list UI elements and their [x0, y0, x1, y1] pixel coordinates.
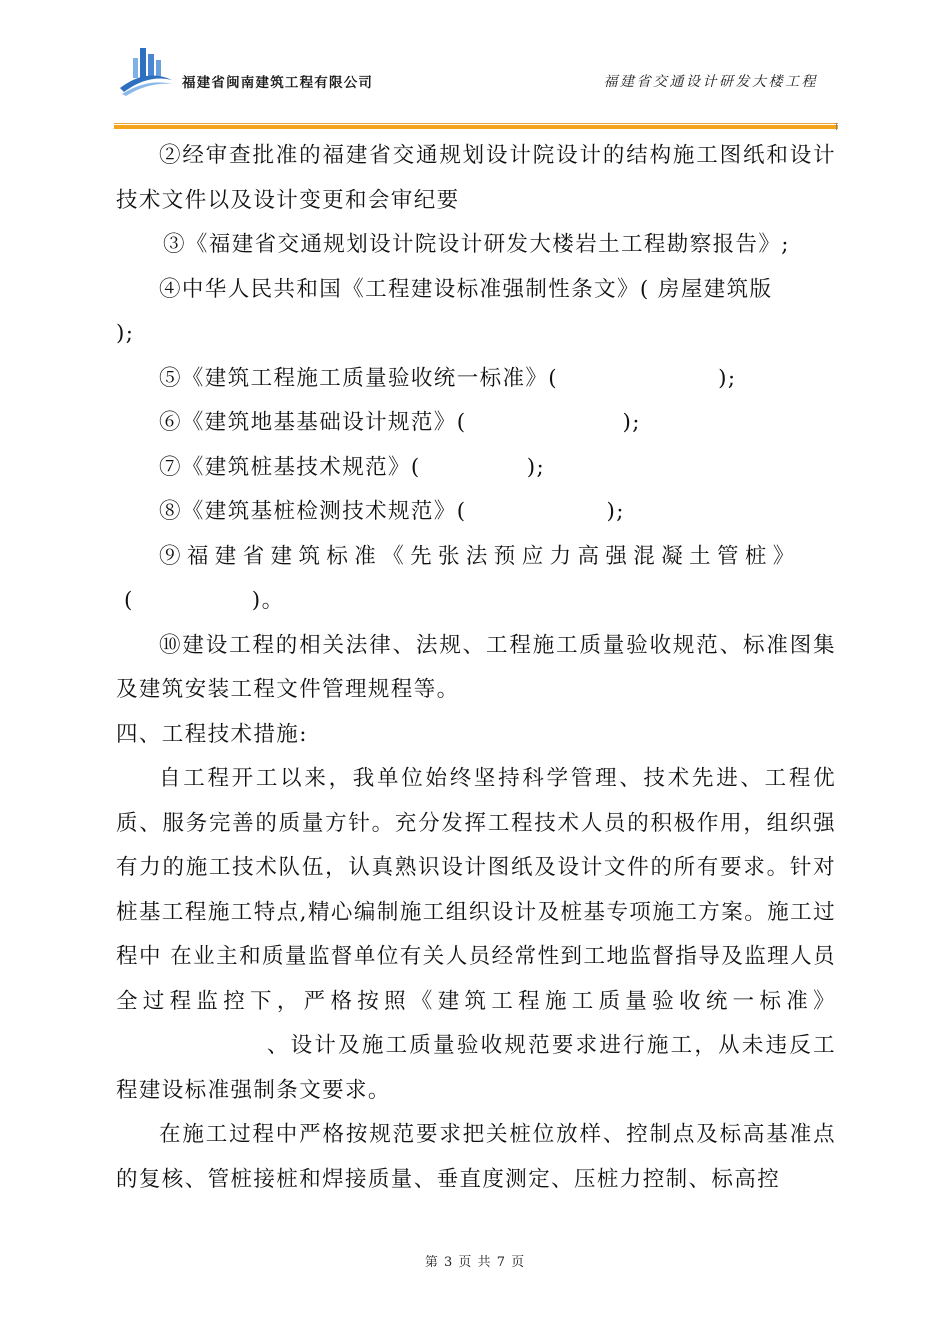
section-heading-4: 四、工程技术措施:	[116, 721, 308, 747]
project-name: 福建省交通设计研发大楼工程	[603, 74, 818, 90]
paragraph-item-6	[116, 401, 836, 446]
paragraph-item-5	[116, 357, 836, 402]
item-7-close: );	[526, 454, 546, 480]
paragraph-item-3: ③《福建省交通规划设计院设计研发大楼岩土工程勘察报告》;	[163, 232, 790, 257]
measures-text-cont: 、设计及施工质量验收规范要求进行施工，从未违反工程建设标准强制条文要求。	[116, 1033, 836, 1103]
paragraph-item-7	[116, 446, 836, 491]
building-logo-icon	[118, 44, 174, 96]
item-9-open: (	[124, 588, 134, 613]
paragraph-item-8	[116, 490, 836, 535]
company-name: 福建省闽南建筑工程有限公司	[182, 75, 374, 91]
header-divider-tick	[836, 123, 837, 130]
page-header	[0, 0, 950, 135]
paragraph-construction-process: 在施工过程中严格按规范要求把关桩位放样、控制点及标高基准点的复核、管桩接桩和焊接质量、垂直度测定、压桩力控制、标高控	[116, 1122, 836, 1192]
paragraph-item-2: ②经审查批准的福建省交通规划设计院设计的结构施工图纸和设计技术文件以及设计变更和会审纪要	[116, 143, 836, 213]
document-body	[116, 134, 836, 1202]
item-7-text: ⑦《建筑桩基技术规范》(	[159, 454, 421, 480]
item-8-close: );	[606, 499, 625, 524]
item-9-close: )。	[251, 588, 285, 613]
page-number: 第 3 页 共 7 页	[424, 1255, 526, 1270]
header-divider	[114, 125, 838, 129]
paragraph-item-9: ⑨福建省建筑标准《先张法预应力高强混凝土管桩》	[159, 543, 801, 569]
item-6-close: );	[622, 410, 641, 435]
paragraph-item-10: ⑩建设工程的相关法律、法规、工程施工质量验收规范、标准图集及建筑安装工程文件管理规程等。	[116, 632, 836, 702]
item-8-text: ⑧《建筑基桩检测技术规范》(	[159, 499, 467, 524]
paragraph-item-4: ④中华人民共和国《工程建设标准强制性条文》( 房屋建筑版 );	[116, 276, 773, 346]
header-divider-thin	[114, 123, 838, 124]
paragraph-technical-measures	[116, 757, 836, 1113]
measures-text: 自工程开工以来，我单位始终坚持科学管理、技术先进、工程优质、服务完善的质量方针。充分发挥工程技术人员的积极作用，组织强有力的施工技术队伍，认真熟识设计图纸及设计文件的所有要求。针对桩基工程施工特点,精心编制施工组织设计及桩基专项施工方案。施工过程中 在业主和质量监督单位有关人员经常性到工地监督指导及监理人员全过程监控下，严格按照《建筑工程施工质量验收统一标准》	[116, 766, 836, 1014]
item-5-text: ⑤《建筑工程施工质量验收统一标准》(	[159, 365, 559, 391]
item-5-close: );	[718, 365, 737, 391]
item-6-text: ⑥《建筑地基基础设计规范》(	[159, 410, 467, 435]
paragraph-item-9-cont	[116, 579, 836, 624]
